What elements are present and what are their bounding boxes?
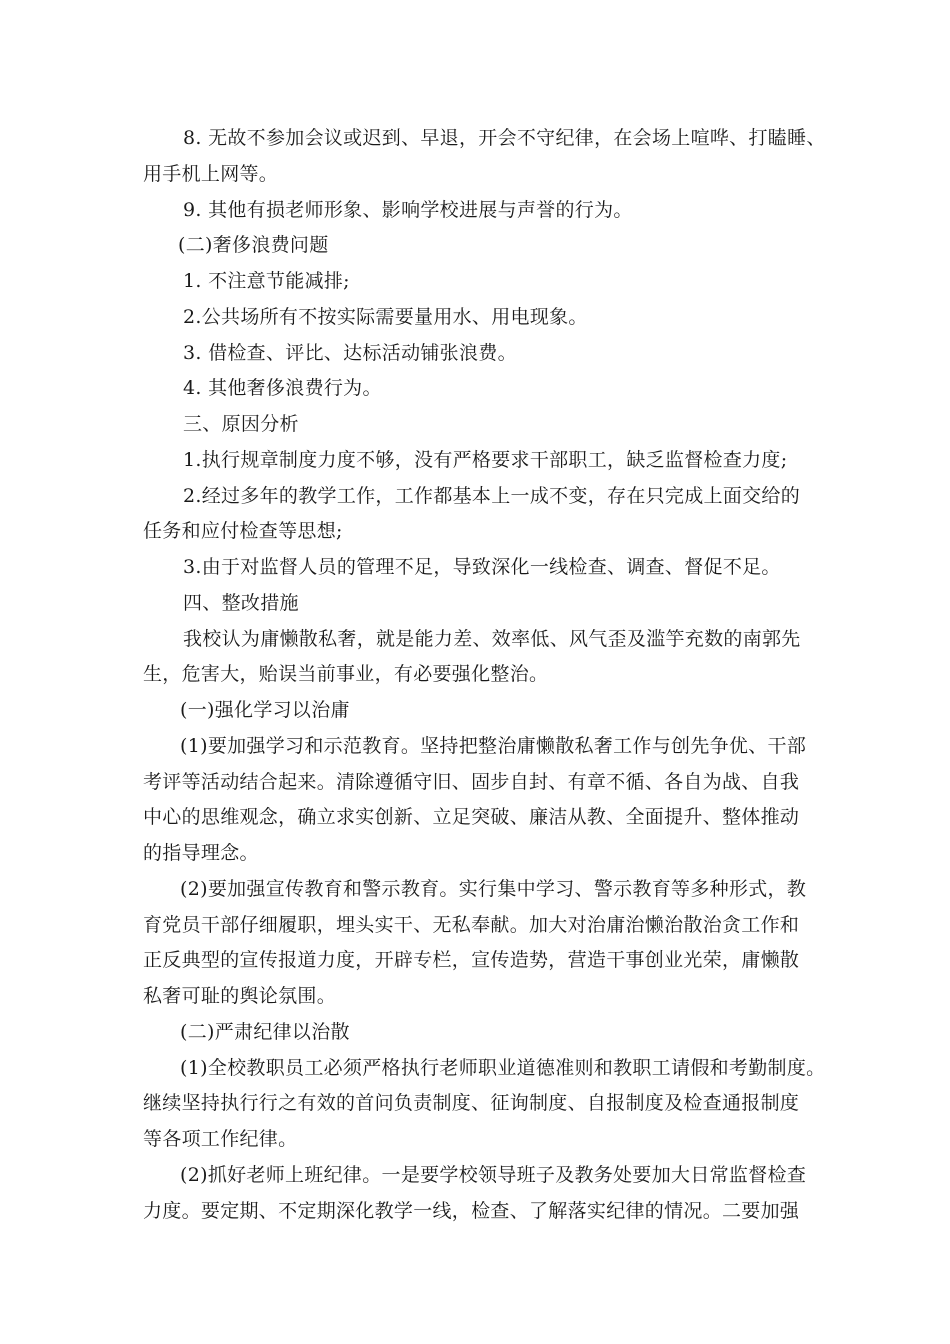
text-line-20: 中心的思维观念，确立求实创新、立足突破、廉洁从教、全面提升、整体推动 [143,806,800,828]
text-line-11: 2.经过多年的教学工作，工作都基本上一成不变，存在只完成上面交给的 [183,485,801,507]
text-line-31: 力度。要定期、不定期深化教学一线，检查、了解落实纪律的情况。二要加强 [143,1200,800,1222]
text-line-6: 2.公共场所有不按实际需要量用水、用电现象。 [183,306,588,328]
text-line-2: 用手机上网等。 [143,163,279,185]
text-line-5: 1. 不注意节能减排; [183,270,350,292]
text-line-19: 考评等活动结合起来。清除遵循守旧、固步自封、有章不循、各自为战、自我 [143,771,800,793]
text-line-17: (一)强化学习以治庸 [180,699,350,721]
text-line-23: 育党员干部仔细履职，埋头实干、无私奉献。加大对治庸治懒治散治贪工作和 [143,914,800,936]
text-line-15: 我校认为庸懒散私奢，就是能力差、效率低、风气歪及滥竽充数的南郭先 [183,628,801,650]
text-line-26: (二)严肃纪律以治散 [180,1021,350,1043]
text-line-13: 3.由于对监督人员的管理不足，导致深化一线检查、调查、督促不足。 [183,556,781,578]
text-line-14: 四、整改措施 [183,592,299,614]
text-line-10: 1.执行规章制度力度不够，没有严格要求干部职工，缺乏监督检查力度; [183,449,788,471]
text-line-16: 生，危害大，贻误当前事业，有必要强化整治。 [143,663,549,685]
text-line-4: (二)奢侈浪费问题 [178,234,329,256]
text-line-27: (1)全校教职员工必须严格执行老师职业道德准则和教职工请假和考勤制度。 [180,1057,826,1079]
text-line-25: 私奢可耻的舆论氛围。 [143,985,337,1007]
text-line-9: 三、原因分析 [183,413,299,435]
text-line-21: 的指导理念。 [143,842,259,864]
text-line-1: 8. 无故不参加会议或迟到、早退，开会不守纪律，在会场上喧哗、打瞌睡、 [183,127,826,149]
text-line-30: (2)抓好老师上班纪律。一是要学校领导班子及教务处要加大日常监督检查 [180,1164,807,1186]
text-line-22: (2)要加强宣传教育和警示教育。实行集中学习、警示教育等多种形式，教 [180,878,807,900]
text-line-29: 等各项工作纪律。 [143,1128,298,1150]
text-line-7: 3. 借检查、评比、达标活动铺张浪费。 [183,342,517,364]
text-line-28: 继续坚持执行行之有效的首问负责制度、征询制度、自报制度及检查通报制度 [143,1092,800,1114]
text-line-12: 任务和应付检查等思想; [143,520,343,542]
text-line-3: 9. 其他有损老师形象、影响学校进展与声誉的行为。 [183,199,633,221]
text-line-18: (1)要加强学习和示范教育。坚持把整治庸懒散私奢工作与创先争优、干部 [180,735,807,757]
text-line-8: 4. 其他奢侈浪费行为。 [183,377,382,399]
text-line-24: 正反典型的宣传报道力度，开辟专栏，宣传造势，营造干事创业光荣，庸懒散 [143,949,800,971]
